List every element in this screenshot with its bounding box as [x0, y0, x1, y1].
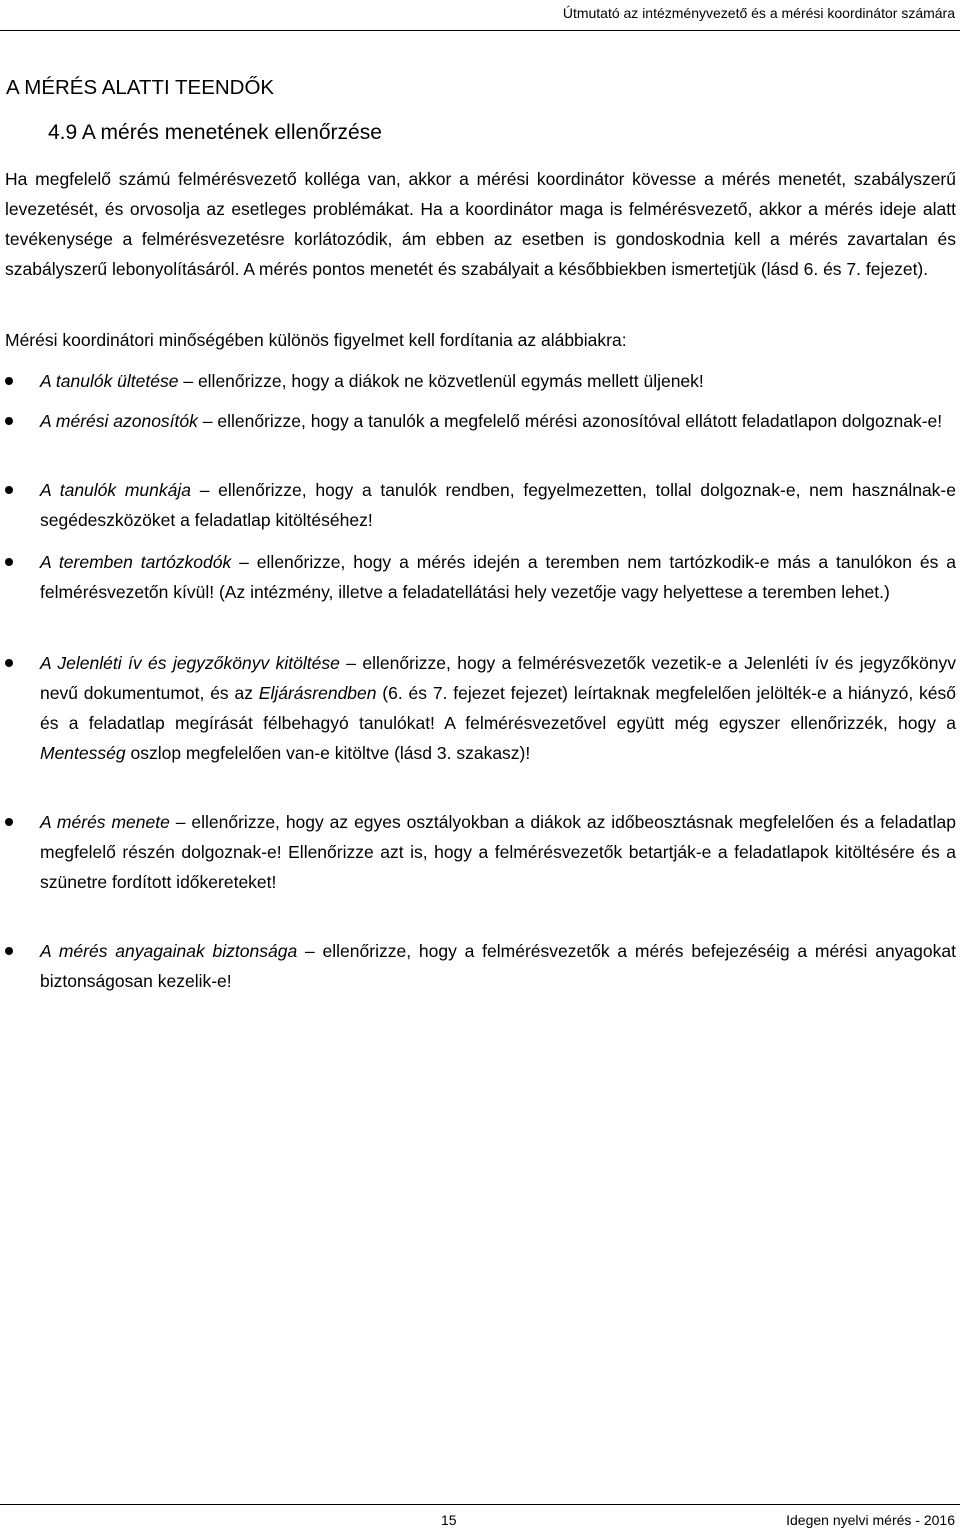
bullet-icon [5, 818, 13, 826]
bullet-icon [5, 486, 13, 494]
list-item-term: A tanulók munkája [40, 480, 191, 500]
lead-paragraph: Mérési koordinátori minőségében különös figyelmet kell fordítania az alábbiakra: [5, 330, 627, 350]
list-item-body: – ellenőrizze, hogy a felmérésvezetők vezetik-e a Jelenléti ív és jegyzőkönyv nevű dokumentumot, és az [40, 653, 956, 703]
bullet-icon [5, 659, 13, 667]
list-item-term: A tanulók ültetése [40, 371, 179, 391]
list-item-text [40, 406, 956, 436]
list-item-text [40, 936, 956, 996]
list-item-body: – ellenőrizze, hogy a felmérésvezetők a mérés befejezéséig a mérési anyagokat biztonságosan kezelik-e! [40, 941, 956, 991]
subsection-heading: 4.9 A mérés menetének ellenőrzése [48, 121, 382, 144]
bullet-icon [5, 558, 13, 566]
list-item-body: – ellenőrizze, hogy a diákok ne közvetlenül egymás mellett üljenek! [178, 371, 704, 391]
footer-divider [0, 1504, 960, 1505]
list-item-term: A Jelenléti ív és jegyzőkönyv kitöltése [40, 653, 340, 673]
bullet-icon [5, 377, 13, 385]
list-item-body: – ellenőrizze, hogy a mérés idején a teremben nem tartózkodik-e más a tanulókon és a felmérésvezetőn kívül! (Az intézmény, illetve a feladatellátási hely vezetője vagy helyettese a teremben lehet.) [40, 552, 956, 602]
list-item-text [40, 547, 956, 607]
running-header: Útmutató az intézményvezető és a mérési koordinátor számára [562, 5, 955, 21]
list-item-body: – ellenőrizze, hogy a tanulók rendben, fegyelmezetten, tollal dolgoznak-e, nem használnak-e segédeszközöket a feladatlap kitöltéséhez! [40, 480, 956, 530]
footer-label: Idegen nyelvi mérés - 2016 [786, 1512, 955, 1528]
list-item-term: A mérés anyagainak biztonsága [40, 941, 298, 961]
list-item-text [40, 648, 956, 768]
header-divider [0, 30, 960, 31]
bullet-icon [5, 417, 13, 425]
list-item-emphasis: Mentesség [40, 743, 126, 763]
list-item-term: A mérési azonosítók [40, 411, 198, 431]
page-number: 15 [441, 1512, 457, 1528]
list-item-text [40, 475, 956, 535]
list-item-body: oszlop megfelelően van-e kitöltve (lásd 3. szakasz)! [125, 743, 531, 763]
list-item-body: (6. és 7. fejezet fejezet) leírtaknak megfelelően jelölték-e a hiányzó, késő és a feladatlap megírását félbehagyó tanulókat! A felmérésvezetővel együtt még egyszer ellenőrizzék, hogy a [40, 683, 956, 733]
intro-paragraph: Ha megfelelő számú felmérésvezető kolléga van, akkor a mérési koordinátor kövesse a mérés menetét, szabályszerű levezetését, és orvosolja az esetleges problémákat. Ha a koordinátor maga is felmérésvezető, akkor a mérés ideje alatt tevékenysége a felmérésvezetésre korlátozódik, ám ebben az esetben is gondoskodnia kell a mérés zavartalan és szabályszerű lebonyolításáról. A mérés pontos menetét és szabályait a későbbiekben ismertetjük (lásd 6. és 7. fejezet). [5, 169, 956, 279]
bullet-icon [5, 947, 13, 955]
list-item-body: – ellenőrizze, hogy a tanulók a megfelelő mérési azonosítóval ellátott feladatlapon dolgoznak-e! [197, 411, 943, 431]
list-item-term: A mérés menete [40, 812, 170, 832]
list-item-text [40, 366, 956, 396]
list-item-text [40, 807, 956, 897]
list-item-term: A teremben tartózkodók [40, 552, 232, 572]
list-item-body: – ellenőrizze, hogy az egyes osztályokban a diákok az időbeosztásnak megfelelően és a feladatlap megfelelő részén dolgoznak-e! Ellenőrizze azt is, hogy a felmérésvezetők betartják-e a feladatlapok kitöltésére és a szünetre fordított időkereteket! [40, 812, 956, 892]
section-heading: A MÉRÉS ALATTI TEENDŐK [6, 76, 275, 99]
list-item-emphasis: Eljárásrendben [258, 683, 377, 703]
